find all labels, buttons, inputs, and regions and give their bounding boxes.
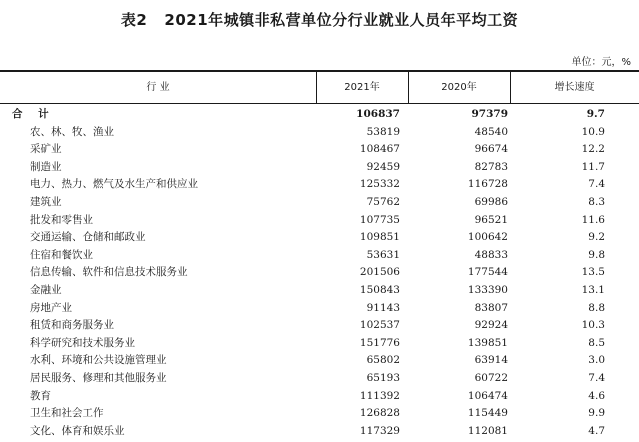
table-row: [0, 370, 639, 388]
growth-rate: 8.3: [588, 195, 605, 208]
table-row: [0, 317, 639, 335]
growth-rate: 10.9: [581, 125, 605, 138]
header-2020: 2020年: [441, 82, 477, 93]
table-row: [0, 282, 639, 300]
growth-rate: 7.4: [588, 178, 605, 191]
wage-2020: 100642: [467, 231, 508, 244]
table-row: [0, 159, 639, 177]
wage-2021: 111392: [359, 389, 400, 402]
growth-rate: 3.0: [588, 354, 605, 367]
table-body: [0, 106, 639, 440]
wage-2020: 177544: [467, 266, 508, 279]
industry-name: 合 计: [12, 108, 55, 120]
table-row: [0, 247, 639, 265]
wage-2021: 109851: [359, 231, 400, 244]
table-row: [0, 124, 639, 142]
table-row: [0, 264, 639, 282]
wage-2021: 91143: [366, 301, 400, 314]
table-row: [0, 405, 639, 423]
industry-name: 电力、热力、燃气及水生产和供应业: [30, 178, 198, 191]
wage-2020: 69986: [474, 195, 508, 208]
header-growth: 增长速度: [554, 82, 595, 93]
growth-rate: 12.2: [581, 143, 605, 156]
wage-2020: 106474: [467, 389, 508, 402]
table-row: [0, 229, 639, 247]
industry-name: 住宿和餐饮业: [30, 248, 93, 261]
growth-rate: 4.6: [588, 389, 605, 402]
wage-2021: 102537: [359, 319, 400, 332]
wage-2020: 115449: [467, 407, 508, 420]
wage-2021: 53631: [366, 248, 400, 261]
growth-rate: 9.9: [588, 407, 605, 420]
wage-2021: 106837: [356, 108, 400, 120]
growth-rate: 4.7: [588, 424, 605, 437]
wage-2020: 96521: [474, 213, 508, 226]
growth-rate: 11.7: [581, 160, 605, 173]
table-row: [0, 423, 639, 441]
growth-rate: 9.7: [586, 108, 605, 120]
wage-2021: 53819: [366, 125, 400, 138]
wage-2021: 150843: [359, 283, 400, 296]
wage-2021: 92459: [366, 160, 400, 173]
table-row: [0, 194, 639, 212]
industry-name: 制造业: [30, 160, 62, 173]
industry-name: 房地产业: [30, 301, 72, 314]
growth-rate: 7.4: [588, 371, 605, 384]
wage-2021: 107735: [359, 213, 400, 226]
table-row-total: [0, 106, 639, 124]
growth-rate: 10.3: [581, 319, 605, 332]
wage-2021: 126828: [359, 407, 400, 420]
table-row: [0, 300, 639, 318]
wage-2021: 125332: [359, 178, 400, 191]
header-industry: 行 业: [146, 82, 170, 93]
table-row: [0, 212, 639, 230]
header-2021: 2021年: [344, 82, 380, 93]
table-row: [0, 141, 639, 159]
wage-2021: 108467: [359, 143, 400, 156]
wage-2020: 133390: [467, 283, 508, 296]
industry-name: 批发和零售业: [30, 213, 93, 226]
wage-2020: 82783: [474, 160, 508, 173]
wage-2020: 116728: [467, 178, 508, 191]
industry-name: 交通运输、仓储和邮政业: [30, 231, 146, 244]
wage-2020: 92924: [474, 319, 508, 332]
industry-name: 文化、体育和娱乐业: [30, 424, 125, 437]
industry-name: 教育: [30, 389, 51, 402]
wage-2021: 201506: [359, 266, 400, 279]
industry-name: 卫生和社会工作: [30, 407, 104, 420]
industry-name: 金融业: [30, 283, 62, 296]
wage-2020: 63914: [474, 354, 508, 367]
industry-name: 建筑业: [30, 195, 62, 208]
table-row: [0, 352, 639, 370]
industry-name: 信息传输、软件和信息技术服务业: [30, 266, 188, 279]
growth-rate: 11.6: [581, 213, 605, 226]
table-row: [0, 388, 639, 406]
industry-name: 采矿业: [30, 143, 62, 156]
industry-name: 农、林、牧、渔业: [30, 125, 114, 138]
wage-2020: 48540: [474, 125, 508, 138]
growth-rate: 8.5: [588, 336, 605, 349]
wage-2021: 65193: [366, 371, 400, 384]
wage-2021: 65802: [366, 354, 400, 367]
growth-rate: 9.2: [588, 231, 605, 244]
table-title-text: 2021年城镇非私营单位分行业就业人员年平均工资: [164, 11, 519, 29]
growth-rate: 13.1: [581, 283, 605, 296]
table-title: [0, 9, 639, 30]
table-header-rule: [0, 103, 639, 104]
wage-2020: 96674: [474, 143, 508, 156]
growth-rate: 8.8: [588, 301, 605, 314]
industry-name: 水利、环境和公共设施管理业: [30, 354, 167, 367]
wage-2020: 83807: [474, 301, 508, 314]
wage-2020: 60722: [474, 371, 508, 384]
wage-2020: 112081: [467, 424, 508, 437]
table-row: [0, 335, 639, 353]
industry-name: 居民服务、修理和其他服务业: [30, 371, 167, 384]
table-row: [0, 176, 639, 194]
industry-name: 科学研究和技术服务业: [30, 336, 135, 349]
table-number: 表2: [120, 11, 148, 29]
wage-2020: 97379: [471, 108, 508, 120]
wage-2021: 75762: [366, 195, 400, 208]
wage-2020: 48833: [474, 248, 508, 261]
wage-2020: 139851: [467, 336, 508, 349]
industry-name: 租赁和商务服务业: [30, 319, 114, 332]
growth-rate: 13.5: [581, 266, 605, 279]
wage-2021: 117329: [359, 424, 400, 437]
growth-rate: 9.8: [588, 248, 605, 261]
wage-2021: 151776: [359, 336, 400, 349]
unit-note: 单位：元，%: [571, 57, 631, 68]
